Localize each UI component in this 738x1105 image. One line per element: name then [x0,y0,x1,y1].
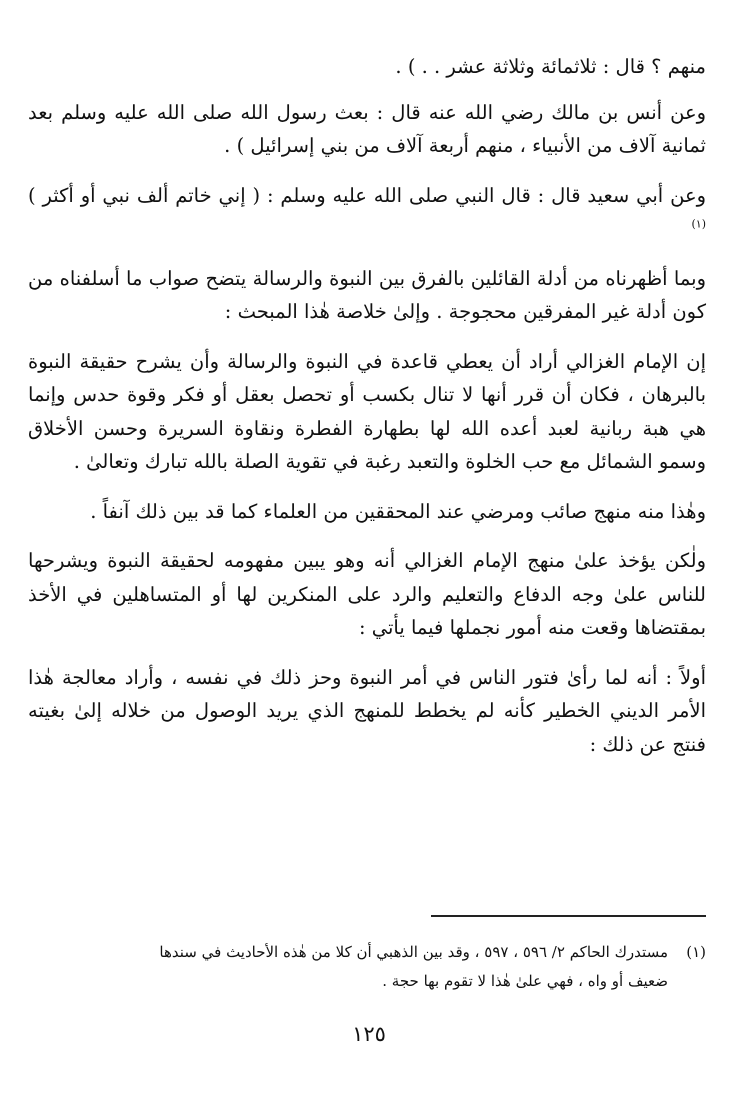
paragraph-7: ولٰكن يؤخذ علىٰ منهج الإمام الغزالي أنه وهو يبين مفهومه لحقيقة النبوة ويشرحها للناس علىٰ وجه الدفاع والتعليم والرد على المنكرين لها أو المتساهلين في الأخذ بمقتضاها وقعت منه أمور نجملها فيما يأتي : [28,549,706,639]
footnote-number: (١) [686,943,706,961]
footnote-divider [431,915,706,917]
footnote [40,938,706,996]
paragraph-1: منهم ؟ قال : ثلاثمائة وثلاثة عشر . . ) . [395,55,706,78]
footnote-reference[interactable]: (١) [691,217,706,231]
footnote-text-1: مستدرك الحاكم ٢/ ٥٩٦ ، ٥٩٧ ، وقد بين الذهبي أن كلا من هٰذه الأحاديث في سندها [159,943,668,961]
paragraph-4: وبما أظهرناه من أدلة القائلين بالفرق بين النبوة والرسالة يتضح صواب ما أسلفناه من كون أدلة غير المفرقين محجوجة . وإلىٰ خلاصة هٰذا المبحث : [28,266,706,323]
paragraph-5: إن الإمام الغزالي أراد أن يعطي قاعدة في النبوة والرسالة وأن يشرح حقيقة النبوة بالبرهان ، فكان أن قرر أنها لا تنال بكسب أو تحصل بعقل أو فكر وقوة حدس وإنما هي هبة ربانية لعبد أعده الله لها بطهارة الفطرة ونقاوة السريرة وحسن الأخلاق وسمو الشمائل مع حب الخلوة والتعبد رغبة في تقوية الصلة بالله تبارك وتعالىٰ . [28,349,706,473]
paragraph-3 [28,179,706,246]
footnote-line-2: ضعيف أو واه ، فهي علىٰ هٰذا لا تقوم بها حجة . [382,972,668,990]
footnote-line-1 [40,938,706,967]
paragraph-8: أولاً : أنه لما رأىٰ فتور الناس في أمر النبوة وحز ذلك في نفسه ، وأراد معالجة هٰذا الأمر الديني الخطير كأنه لم يخطط للمنهج الذي يريد الوصول من خلاله إلىٰ بغيته فنتج عن ذلك : [28,665,706,756]
page-number: ١٢٥ [352,1022,386,1046]
body-text [28,50,706,777]
paragraph-3-text: وعن أبي سعيد قال : قال النبي صلى الله عليه وسلم : ( إني خاتم ألف نبي أو أكثر ) [28,183,706,207]
paragraph-2: وعن أنس بن مالك رضي الله عنه قال : بعث رسول الله صلى الله عليه وسلم بعد ثمانية آلاف من الأنبياء ، منهم أربعة آلاف من بني إسرائيل ) . [28,100,706,157]
paragraph-6: وهٰذا منه منهج صائب ومرضي عند المحققين من العلماء كما قد بين ذلك آنفاً . [90,499,706,523]
